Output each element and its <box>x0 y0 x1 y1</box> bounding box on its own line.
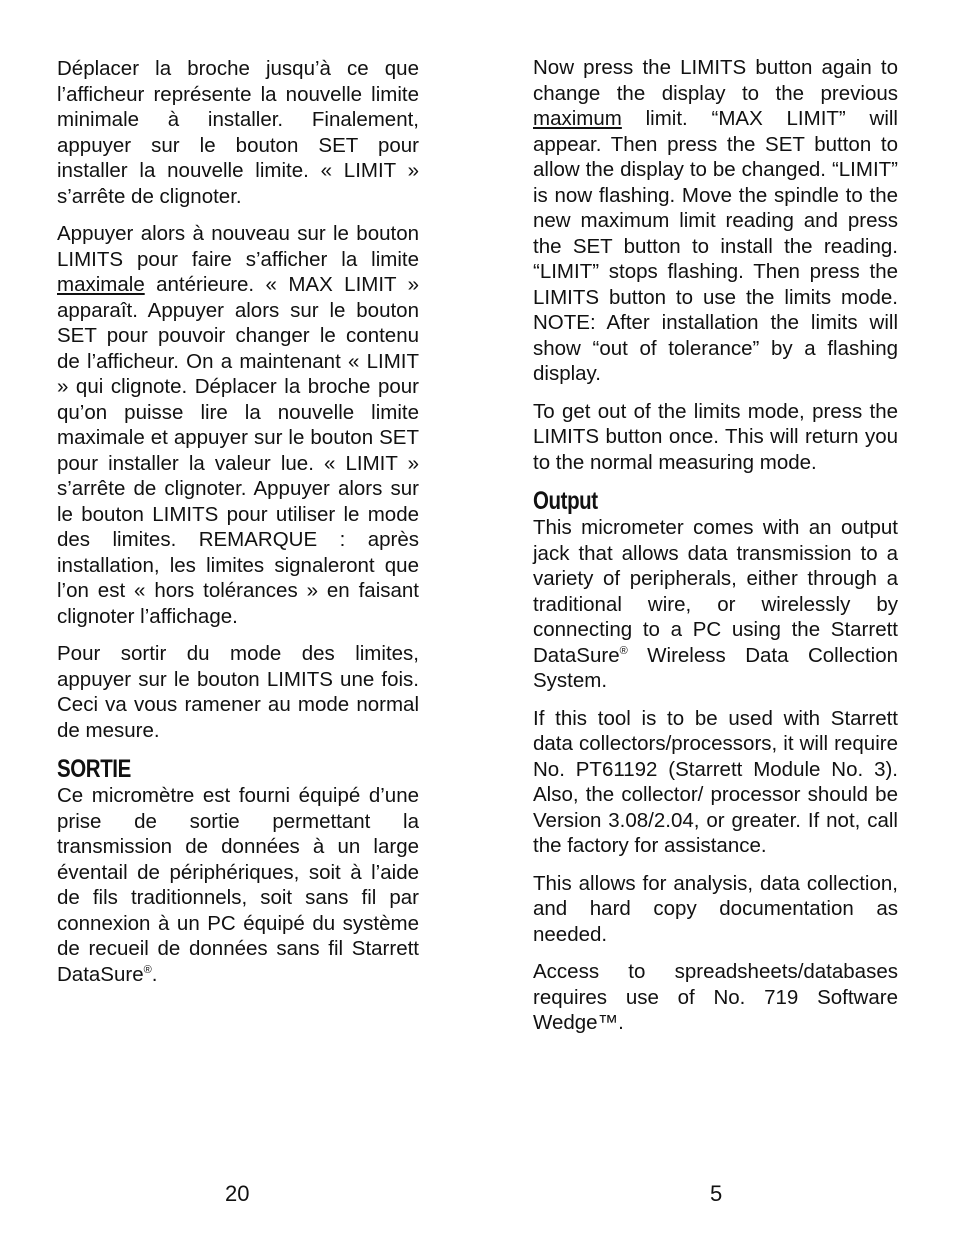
paragraph-output <box>533 515 898 694</box>
page-number-right: 5 <box>710 1181 723 1206</box>
paragraph-max-limit <box>533 55 898 387</box>
paragraph-spreadsheets: Access to spreadsheets/databases requires use of No. 719 Software Wedge™. <box>533 960 898 1034</box>
registered-mark: ® <box>619 644 628 657</box>
section-heading-sortie: SORTIE <box>57 755 131 783</box>
text: limit. “MAX LIMIT” will appear. Then press the SET button to allow the display to be changed. “LIMIT” is now flashing. Move the spindle to the new maximum limit reading and press the SET button to install the reading. “LIMIT” stops flashing. Then press the LIMITS button to use the limits mode. NOTE: After installation the limits will show “out of tolerance” by a flashing display. <box>533 107 898 385</box>
text: Ce micromètre est fourni équipé d’une prise de sortie permettant la transmission de données à un large éventail de périphériques, soit à l’aide de fils traditionnels, soit sans fil par connexion à un PC équipé du système de recueil de données sans fil Starrett DataSure <box>57 784 419 986</box>
text: Wireless Data Collection System. <box>533 643 898 692</box>
text: This micrometer comes with an output jack that allows data transmission to a variety of peripherals, either through a traditional wire, or wirelessly by connecting to a PC using the Starrett DataSure <box>533 516 898 667</box>
text: Now press the LIMITS button again to change the display to the previous <box>533 56 898 105</box>
paragraph-analysis: This allows for analysis, data collection, and hard copy documentation as needed. <box>533 871 898 946</box>
paragraph-max-limit <box>57 221 419 629</box>
underlined-word: maximale <box>57 273 145 296</box>
paragraph-set-min-limit: Déplacer la broche jusqu’à ce que l’afficheur représente la nouvelle limite minimale à installer. Finalement, appuyer sur le bouton SET pour installer la nouvelle limite. « LIMIT » s’arrête de clignoter. <box>57 57 419 208</box>
underlined-word: maximum <box>533 107 622 130</box>
paragraph-exit-limits: To get out of the limits mode, press the LIMITS button once. This will return you to the normal measuring mode. <box>533 399 898 474</box>
paragraph-exit-limits: Pour sortir du mode des limites, appuyer sur le bouton LIMITS une fois. Ceci va vous ramener au mode normal de mesure. <box>57 642 419 742</box>
registered-mark: ® <box>143 963 152 976</box>
text: . <box>151 962 158 986</box>
text: Appuyer alors à nouveau sur le bouton LIMITS pour faire s’afficher la limite <box>57 222 419 271</box>
section-heading-output: Output <box>533 487 598 515</box>
page-number-left: 20 <box>225 1181 250 1206</box>
paragraph-sortie <box>57 783 419 987</box>
text: antérieure. « MAX LIMIT » apparaît. Appuyer alors sur le bouton SET pour pouvoir changer le contenu de l’afficheur. On a maintenant « LIMIT » qui clignote. Déplacer la broche pour qu’on puisse lire la nouvelle limite maximale et appuyer sur le bouton SET pour installer la valeur lue. « LIMIT » s’arrête de clignoter. Appuyer alors sur le bouton LIMITS pour utiliser le mode des limites. REMARQUE : après installation, les limites signaleront que l’on est « hors tolérances » en faisant clignoter l’affichage. <box>57 273 419 628</box>
left-column-french <box>57 56 419 999</box>
paragraph-data-collectors: If this tool is to be used with Starrett data collectors/processors, it will require No. PT61192 (Starrett Module No. 3). Also, the collector/ processor should be Version 3.08/2.04, or greater. If not, call the factory for assistance. <box>533 706 898 857</box>
right-column-english <box>533 56 898 1048</box>
